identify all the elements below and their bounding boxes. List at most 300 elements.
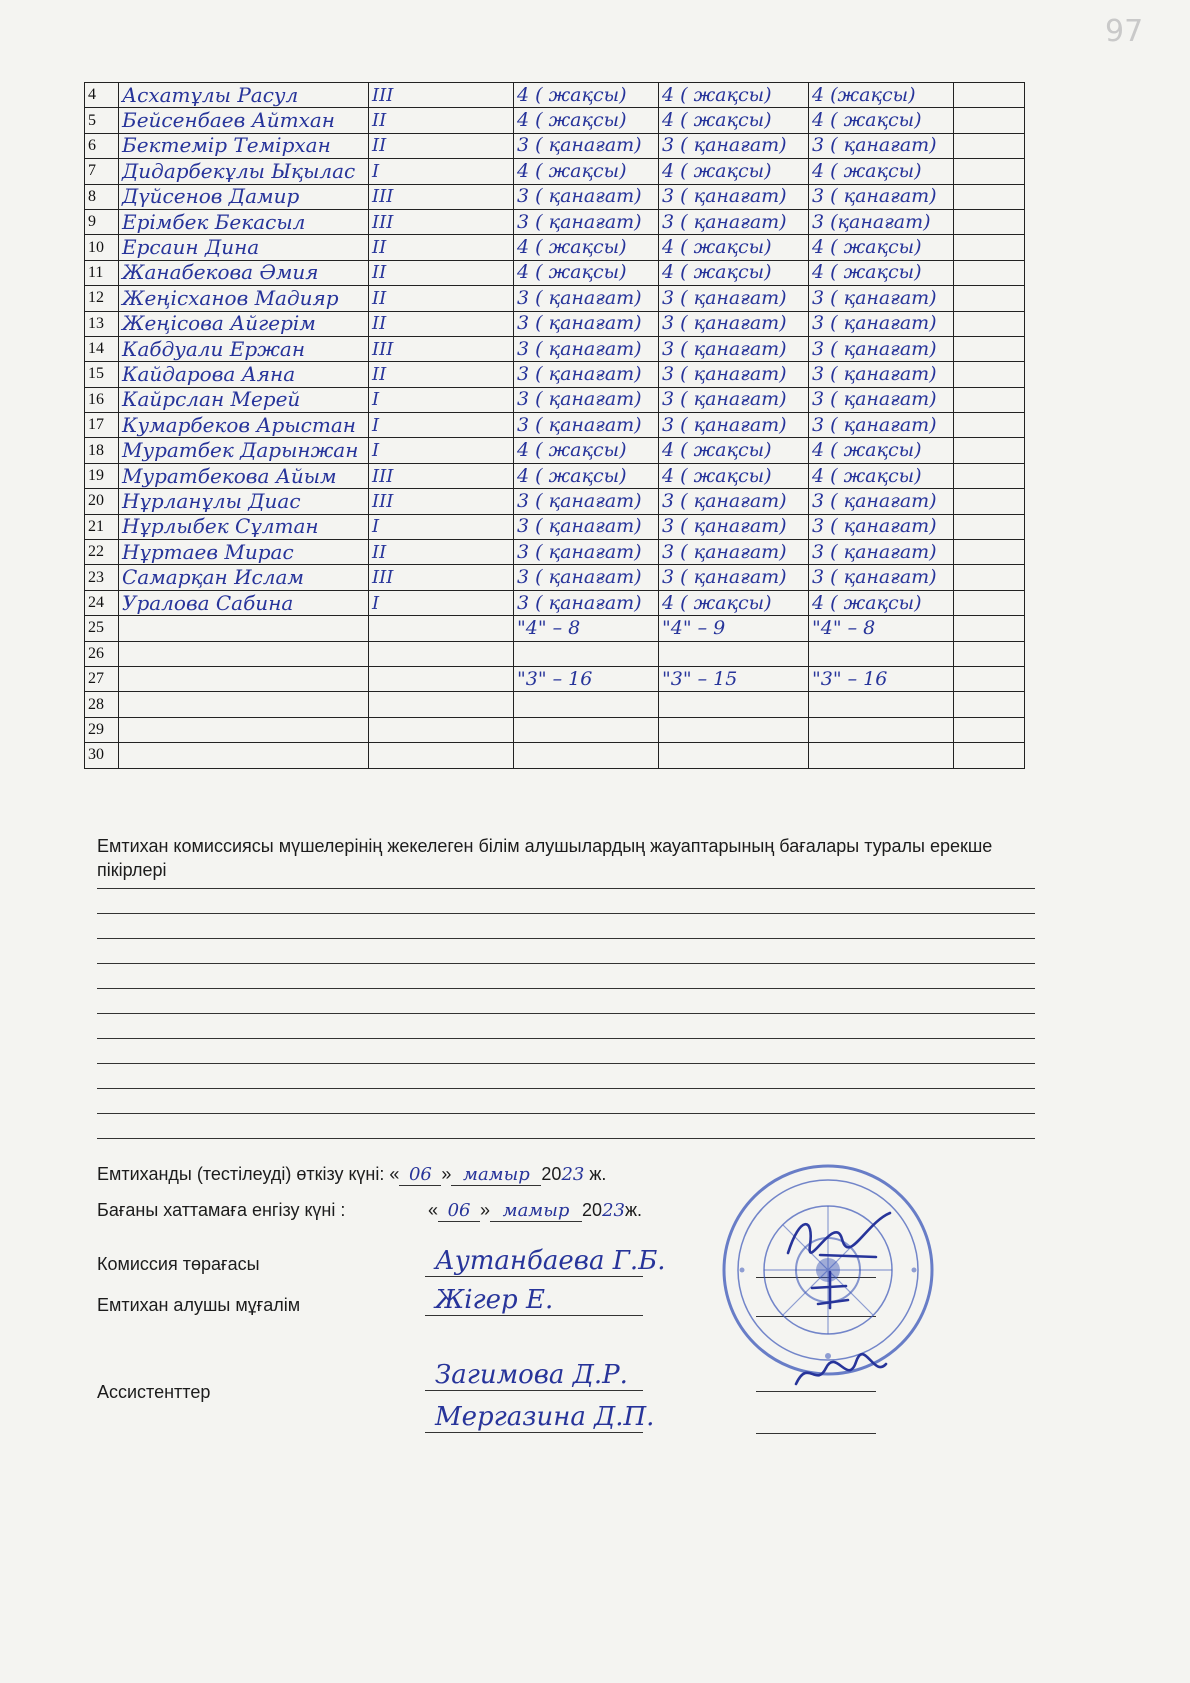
grade-1-text: 3 ( қанағат) [517,134,642,157]
variant-text: I [372,440,380,462]
examiner-name: Жігер Е. [435,1285,554,1315]
student-name-text: Кабдуали Ержан [122,336,306,361]
grade-2-cell [659,489,809,514]
grade-3-text: 3 ( қанағат) [812,312,937,335]
table-row [85,540,1025,565]
student-name-text: Бейсенбаев Айтхан [122,108,335,133]
grade-1-cell [514,387,659,412]
table-row [85,286,1025,311]
grade-1-text: 3 ( қанағат) [517,337,642,360]
comment-blank-line [97,913,1035,914]
table-row [85,692,1025,717]
grade-2-cell [659,463,809,488]
grade-1-text: 4 ( жақсы) [517,464,627,487]
row-number-text: 9 [88,213,96,231]
row-number-text: 17 [88,416,104,434]
grade-1-text: 4 ( жақсы) [517,236,627,259]
row-number-cell [85,209,119,234]
student-name-cell [119,159,369,184]
student-name-text: Ерсаин Дина [122,235,260,260]
student-name-cell [119,184,369,209]
grade-3-cell [809,159,954,184]
grade-1-cell [514,108,659,133]
grade-2-text: "4" – 9 [662,616,726,639]
grade-3-text: 4 ( жақсы) [812,591,922,614]
empty-cell [954,565,1025,590]
row-number-text: 29 [88,720,104,738]
variant-cell [369,184,514,209]
grade-1-text: 3 ( қанағат) [517,210,642,233]
comment-blank-line [97,1088,1035,1089]
page-number: 97 [1105,14,1144,49]
grade-entry-date-label: Бағаны хаттамаға енгізу күні : [97,1200,346,1220]
grade-1-text: 3 ( қанағат) [517,540,642,563]
student-name-cell [119,336,369,361]
variant-cell [369,590,514,615]
table-row [85,463,1025,488]
student-name-text: Жанабекова Әмия [122,260,319,285]
grade-2-cell [659,336,809,361]
row-number-cell [85,692,119,717]
row-number-cell [85,540,119,565]
grade-entry-date-field [428,1200,642,1222]
grade-3-text: 4 (жақсы) [812,83,916,106]
examiner-name-field [425,1285,643,1316]
grade-3-cell [809,336,954,361]
variant-text: III [372,211,394,233]
student-name-text: Кайдарова Аяна [122,361,296,386]
variant-cell [369,565,514,590]
table-row [85,666,1025,691]
empty-cell [954,590,1025,615]
grade-1-text: 3 ( қанағат) [517,515,642,538]
grade-2-cell [659,540,809,565]
student-name-cell [119,209,369,234]
grade-entry-date-day: 06 [447,1200,471,1221]
row-number-cell [85,235,119,260]
variant-text: II [372,135,387,157]
variant-cell [369,159,514,184]
grade-2-cell [659,717,809,742]
variant-cell [369,616,514,641]
grade-1-text: "3" – 16 [517,667,593,690]
grade-1-cell [514,590,659,615]
variant-cell [369,743,514,768]
row-number-text: 16 [88,390,104,408]
variant-text: III [372,465,394,487]
grade-2-cell [659,514,809,539]
student-name-text: Уралова Сабина [122,590,294,615]
grade-3-text: 3 ( қанағат) [812,362,937,385]
student-name-text: Муратбек Дарынжан [122,438,359,463]
table-row [85,209,1025,234]
student-name-text: Муратбекова Айым [122,463,337,488]
variant-text: II [372,363,387,385]
table-row [85,362,1025,387]
table-row [85,717,1025,742]
grade-2-text: 3 ( қанағат) [662,286,787,309]
assistant1-signature-mark [790,1348,890,1398]
grade-1-cell [514,159,659,184]
student-name-cell [119,108,369,133]
grade-1-cell [514,438,659,463]
row-number-cell [85,286,119,311]
grade-2-cell [659,133,809,158]
grade-2-cell [659,184,809,209]
table-row [85,260,1025,285]
grade-2-text: 3 ( қанағат) [662,134,787,157]
assistant1-name: Загимова Д.Р. [435,1360,628,1390]
row-number-text: 10 [88,238,104,256]
grade-2-text: 3 ( қанағат) [662,388,787,411]
variant-text: III [372,567,394,589]
grade-entry-date-year: 23 [602,1200,625,1221]
grade-3-text: 3 ( қанағат) [812,337,937,360]
row-number-cell [85,463,119,488]
empty-cell [954,184,1025,209]
grade-3-text: 3 ( қанағат) [812,185,937,208]
row-number-cell [85,83,119,108]
grade-1-cell [514,362,659,387]
row-number-text: 18 [88,441,104,459]
grade-3-cell [809,413,954,438]
table-row [85,489,1025,514]
variant-cell [369,438,514,463]
row-number-cell [85,108,119,133]
row-number-text: 27 [88,670,104,688]
empty-cell [954,387,1025,412]
empty-cell [954,641,1025,666]
variant-cell [369,311,514,336]
exam-date-close-quote: » [441,1164,452,1184]
student-name-cell [119,463,369,488]
empty-cell [954,489,1025,514]
grade-3-text: 3 ( қанағат) [812,413,937,436]
variant-cell [369,209,514,234]
grade-3-text: "4" – 8 [812,616,876,639]
grade-1-cell [514,286,659,311]
grade-2-text: 3 ( қанағат) [662,337,787,360]
empty-cell [954,514,1025,539]
empty-cell [954,83,1025,108]
grade-entry-date-close-quote: » [480,1200,491,1220]
grade-2-text: 4 ( жақсы) [662,261,772,284]
row-number-text: 28 [88,695,104,713]
grade-3-text: 3 ( қанағат) [812,489,937,512]
student-name-text: Дидарбекұлы Ықылас [122,158,356,183]
grade-2-cell [659,641,809,666]
student-name-cell [119,666,369,691]
row-number-text: 5 [88,111,96,129]
exam-date-month: мамыр [463,1164,530,1185]
variant-cell [369,692,514,717]
grade-3-cell [809,692,954,717]
grade-3-cell [809,616,954,641]
grade-2-text: 3 ( қанағат) [662,566,787,589]
grade-1-cell [514,514,659,539]
row-number-cell [85,159,119,184]
grade-1-cell [514,666,659,691]
grade-2-text: 4 ( жақсы) [662,591,772,614]
grade-3-cell [809,540,954,565]
row-number-cell [85,387,119,412]
table-row [85,311,1025,336]
comment-blank-line [97,1038,1035,1039]
comment-blank-line [97,988,1035,989]
grade-3-cell [809,514,954,539]
table-row [85,413,1025,438]
examiner-label: Емтихан алушы мұғалім [97,1295,301,1315]
variant-cell [369,514,514,539]
grade-3-cell [809,235,954,260]
empty-cell [954,463,1025,488]
examiner-signature-mark [800,1264,860,1314]
row-number-text: 4 [88,86,96,104]
exam-date-year: 23 [561,1164,585,1185]
grade-1-text: 3 ( қанағат) [517,413,642,436]
table-row [85,590,1025,615]
student-name-cell [119,438,369,463]
grade-2-text: "3" – 15 [662,667,738,690]
exam-date-suffix: ж. [589,1164,607,1184]
grade-1-cell [514,311,659,336]
row-number-text: 7 [88,162,96,180]
student-name-cell [119,540,369,565]
grade-1-text: 4 ( жақсы) [517,83,627,106]
variant-cell [369,413,514,438]
grade-2-cell [659,590,809,615]
table-row [85,438,1025,463]
variant-cell [369,717,514,742]
grade-2-text: 4 ( жақсы) [662,464,772,487]
grade-1-text: 3 ( қанағат) [517,286,642,309]
row-number-text: 14 [88,340,104,358]
row-number-cell [85,362,119,387]
empty-cell [954,616,1025,641]
row-number-cell [85,717,119,742]
grade-2-text: 3 ( қанағат) [662,515,787,538]
student-name-cell [119,260,369,285]
grade-3-cell [809,311,954,336]
grade-1-cell [514,717,659,742]
variant-cell [369,336,514,361]
grade-1-cell [514,743,659,768]
variant-text: II [372,262,387,284]
empty-cell [954,108,1025,133]
empty-cell [954,692,1025,717]
student-name-text: Нұрланұлы Диас [122,488,301,513]
grade-1-cell [514,235,659,260]
student-name-cell [119,565,369,590]
grade-3-cell [809,438,954,463]
row-number-cell [85,514,119,539]
grade-2-cell [659,692,809,717]
row-number-cell [85,590,119,615]
row-number-cell [85,311,119,336]
student-name-cell [119,616,369,641]
student-name-text: Ерімбек Бекасыл [122,209,306,234]
grade-3-cell [809,209,954,234]
table-row [85,184,1025,209]
student-name-text: Жеңісханов Мадияр [122,285,339,310]
exam-date-year-prefix: 20 [541,1164,562,1184]
empty-cell [954,743,1025,768]
variant-text: I [372,414,380,436]
row-number-text: 23 [88,568,104,586]
student-name-text: Кумарбеков Арыстан [122,412,356,437]
variant-text: II [372,287,387,309]
grade-2-text: 3 ( қанағат) [662,312,787,335]
grade-3-text: 3 ( қанағат) [812,566,937,589]
grade-3-text: 4 ( жақсы) [812,236,922,259]
row-number-cell [85,616,119,641]
variant-cell [369,260,514,285]
grade-1-cell [514,641,659,666]
grade-1-text: 3 ( қанағат) [517,185,642,208]
chair-label: Комиссия төрағасы [97,1254,260,1274]
student-name-cell [119,514,369,539]
variant-cell [369,641,514,666]
variant-text: III [372,186,394,208]
student-name-text: Бектемір Темірхан [122,133,331,158]
student-name-text: Жеңісова Айгерім [122,311,316,336]
grade-3-text: 4 ( жақсы) [812,464,922,487]
exam-date-field [97,1164,606,1186]
grade-3-cell [809,717,954,742]
grade-1-cell [514,133,659,158]
grade-2-cell [659,260,809,285]
grade-3-cell [809,590,954,615]
grade-3-text: 3 ( қанағат) [812,515,937,538]
grade-1-cell [514,616,659,641]
grade-1-cell [514,413,659,438]
grade-entry-date-suffix: ж. [624,1200,643,1220]
grade-2-text: 3 ( қанағат) [662,413,787,436]
grade-1-cell [514,692,659,717]
student-name-cell [119,286,369,311]
grade-1-text: 3 ( қанағат) [517,566,642,589]
empty-cell [954,336,1025,361]
grade-2-text: 4 ( жақсы) [662,159,772,182]
empty-cell [954,286,1025,311]
row-number-text: 25 [88,619,104,637]
grade-2-cell [659,616,809,641]
grade-2-cell [659,743,809,768]
grade-3-text: 4 ( жақсы) [812,439,922,462]
grade-3-text: 3 ( қанағат) [812,540,937,563]
grade-2-cell [659,413,809,438]
grade-2-text: 4 ( жақсы) [662,236,772,259]
row-number-cell [85,336,119,361]
grade-3-cell [809,641,954,666]
empty-cell [954,260,1025,285]
variant-text: II [372,110,387,132]
variant-cell [369,489,514,514]
grade-2-text: 4 ( жақсы) [662,109,772,132]
empty-cell [954,362,1025,387]
grade-2-cell [659,362,809,387]
table-row [85,133,1025,158]
grade-3-cell [809,387,954,412]
row-number-cell [85,565,119,590]
row-number-text: 20 [88,492,104,510]
student-name-cell [119,641,369,666]
variant-cell [369,133,514,158]
row-number-text: 30 [88,746,104,764]
grade-3-cell [809,133,954,158]
grade-2-cell [659,83,809,108]
student-name-cell [119,362,369,387]
row-number-text: 22 [88,543,104,561]
variant-cell [369,362,514,387]
grade-1-text: 4 ( жақсы) [517,261,627,284]
comment-blank-line [97,1063,1035,1064]
grade-3-cell [809,362,954,387]
row-number-text: 6 [88,136,96,154]
grade-2-text: 3 ( қанағат) [662,362,787,385]
comment-blank-line [97,1013,1035,1014]
variant-cell [369,108,514,133]
exam-date-open-quote: « [389,1164,400,1184]
grade-entry-date-open-quote: « [428,1200,439,1220]
variant-text: III [372,490,394,512]
row-number-text: 11 [88,263,104,281]
student-name-cell [119,489,369,514]
row-number-text: 26 [88,644,104,662]
grade-1-text: 4 ( жақсы) [517,439,627,462]
table-row [85,565,1025,590]
grade-1-cell [514,184,659,209]
grade-entry-date-month: мамыр [502,1200,570,1221]
student-name-cell [119,311,369,336]
student-name-text: Нұртаев Мирас [122,539,294,564]
empty-cell [954,438,1025,463]
grade-3-text: 3 ( қанағат) [812,286,937,309]
assistant1-name-field [425,1360,643,1391]
grade-1-text: 4 ( жақсы) [517,159,627,182]
row-number-text: 21 [88,517,104,535]
row-number-text: 15 [88,365,104,383]
empty-cell [954,133,1025,158]
student-name-text: Самарқан Ислам [122,565,304,590]
table-row [85,641,1025,666]
student-name-cell [119,692,369,717]
row-number-text: 19 [88,467,104,485]
variant-cell [369,83,514,108]
table-row [85,387,1025,412]
empty-cell [954,717,1025,742]
empty-cell [954,666,1025,691]
grade-3-text: 3 ( қанағат) [812,388,937,411]
variant-text: II [372,541,387,563]
grade-2-cell [659,209,809,234]
row-number-cell [85,413,119,438]
grade-2-text: 4 ( жақсы) [662,83,772,106]
grade-2-cell [659,286,809,311]
exam-date-day: 06 [408,1164,432,1185]
student-name-cell [119,235,369,260]
grades-table [84,82,1025,769]
row-number-text: 8 [88,187,96,205]
table-row [85,235,1025,260]
row-number-cell [85,489,119,514]
grade-3-text: "3" – 16 [812,667,888,690]
chair-name: Аутанбаева Г.Б. [435,1246,666,1276]
grade-2-cell [659,387,809,412]
row-number-cell [85,438,119,463]
grade-1-text: 3 ( қанағат) [517,362,642,385]
variant-text: I [372,592,380,614]
